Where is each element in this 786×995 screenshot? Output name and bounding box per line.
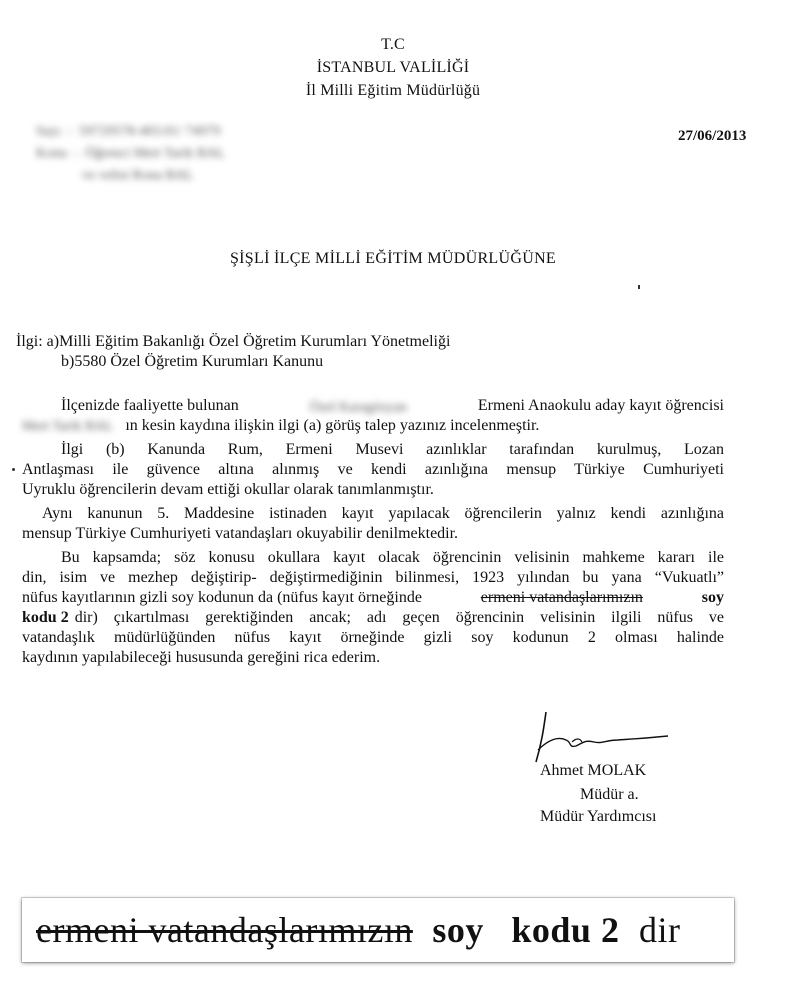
redacted-student: Mert Tarik BAL (22, 419, 114, 434)
signatory-title-1: Müdür a. (580, 786, 639, 803)
scan-mark (638, 285, 640, 289)
paragraph-4-line-4: kodu 2 dir) çıkartılması gerektiğinden ancak; adı geçen öğrencinin velisinin ilgili nüfus ve (22, 609, 724, 626)
redacted-sayi: Sayı : 59729578-403.01/ 74979 (36, 124, 221, 139)
paragraph-4-line-6: kaydının yapılabileceği hususunda gereğini rica ederim. (22, 649, 381, 666)
addressee: ŞİŞLİ İLÇE MİLLİ EĞİTİM MÜDÜRLÜĞÜNE (229, 250, 556, 267)
ilgi-a: İlgi: a)Milli Eğitim Bakanlığı Özel Öğretim Kurumları Yönetmeliği (16, 333, 451, 350)
zoomed-callout (22, 898, 734, 962)
paragraph-3-line-2: mensup Türkiye Cumhuriyeti vatandaşları okuyabilir denilmektedir. (22, 525, 459, 542)
paragraph-2-line-3: Uyruklu öğrencilerin devam ettiği okullar olarak tanımlanmıştır. (22, 481, 434, 498)
redacted-school: Özel Karagözyan (309, 400, 408, 415)
paragraph-4-line-5: vatandaşlık müdürlüğünden nüfus kayıt örneğinde gizli soy kodunun 2 olması halinde (22, 629, 724, 646)
paragraph-2-line-1: İlgi (b) Kanunda Rum, Ermeni Musevi azınlıklar tarafından kurulmuş, Lozan (61, 441, 724, 458)
redacted-konu: Konu : Öğrenci Mert Tarik BAL (36, 146, 225, 161)
header-valilik: İSTANBUL VALİLİĞİ (316, 59, 470, 76)
callout-text: ermeni vatandaşlarımızın soy kodu 2 dir (36, 910, 681, 950)
paragraph-4-line-3: nüfus kayıtlarının gizli soy kodunun da (nüfus kayıt örneğinde ermeni vatandaşlarımızın soy (22, 589, 724, 606)
paragraph-1-line-2: Mert Tarik BAL ın kesin kaydına ilişkin ilgi (a) görüş talep yazınız incelenmeştir. (22, 417, 540, 434)
redacted-konu-2: ve velisi Rona BAL (82, 168, 194, 183)
paragraph-4-line-2: din, isim ve mezhep değiştirip- değiştirmediğinin bilinmesi, 1923 yılından bu yana “Vukuatlı” (22, 569, 724, 586)
paragraph-1-line-1: İlçenizde faaliyette bulunan Özel Karagözyan Ermeni Anaokulu aday kayıt öğrencisi (61, 396, 724, 418)
scan-dot (12, 468, 15, 471)
header-mudurluk: İl Milli Eğitim Müdürlüğü (305, 82, 481, 99)
struck-phrase: ermeni vatandaşlarımızın (480, 589, 643, 606)
signatory-name: Ahmet MOLAK (540, 762, 647, 779)
signatory-title-2: Müdür Yardımcısı (540, 808, 657, 825)
document-date: 27/06/2013 (678, 128, 747, 144)
ilgi-b: b)5580 Özel Öğretim Kurumları Kanunu (61, 353, 324, 370)
paragraph-2-line-2: Antlaşması ile güvence altına alınmış ve kendi azınlığına mensup Türkiye Cumhuriyeti (22, 461, 724, 478)
header-tc: T.C (381, 36, 405, 53)
paragraph-4-line-1: Bu kapsamda; söz konusu okullara kayıt olacak öğrencinin velisinin mahkeme kararı ile (61, 549, 724, 566)
paragraph-3-line-1: Aynı kanunun 5. Maddesine istinaden kayıt yapılacak öğrencilerin yalnız kendi azınlığına (42, 505, 724, 522)
